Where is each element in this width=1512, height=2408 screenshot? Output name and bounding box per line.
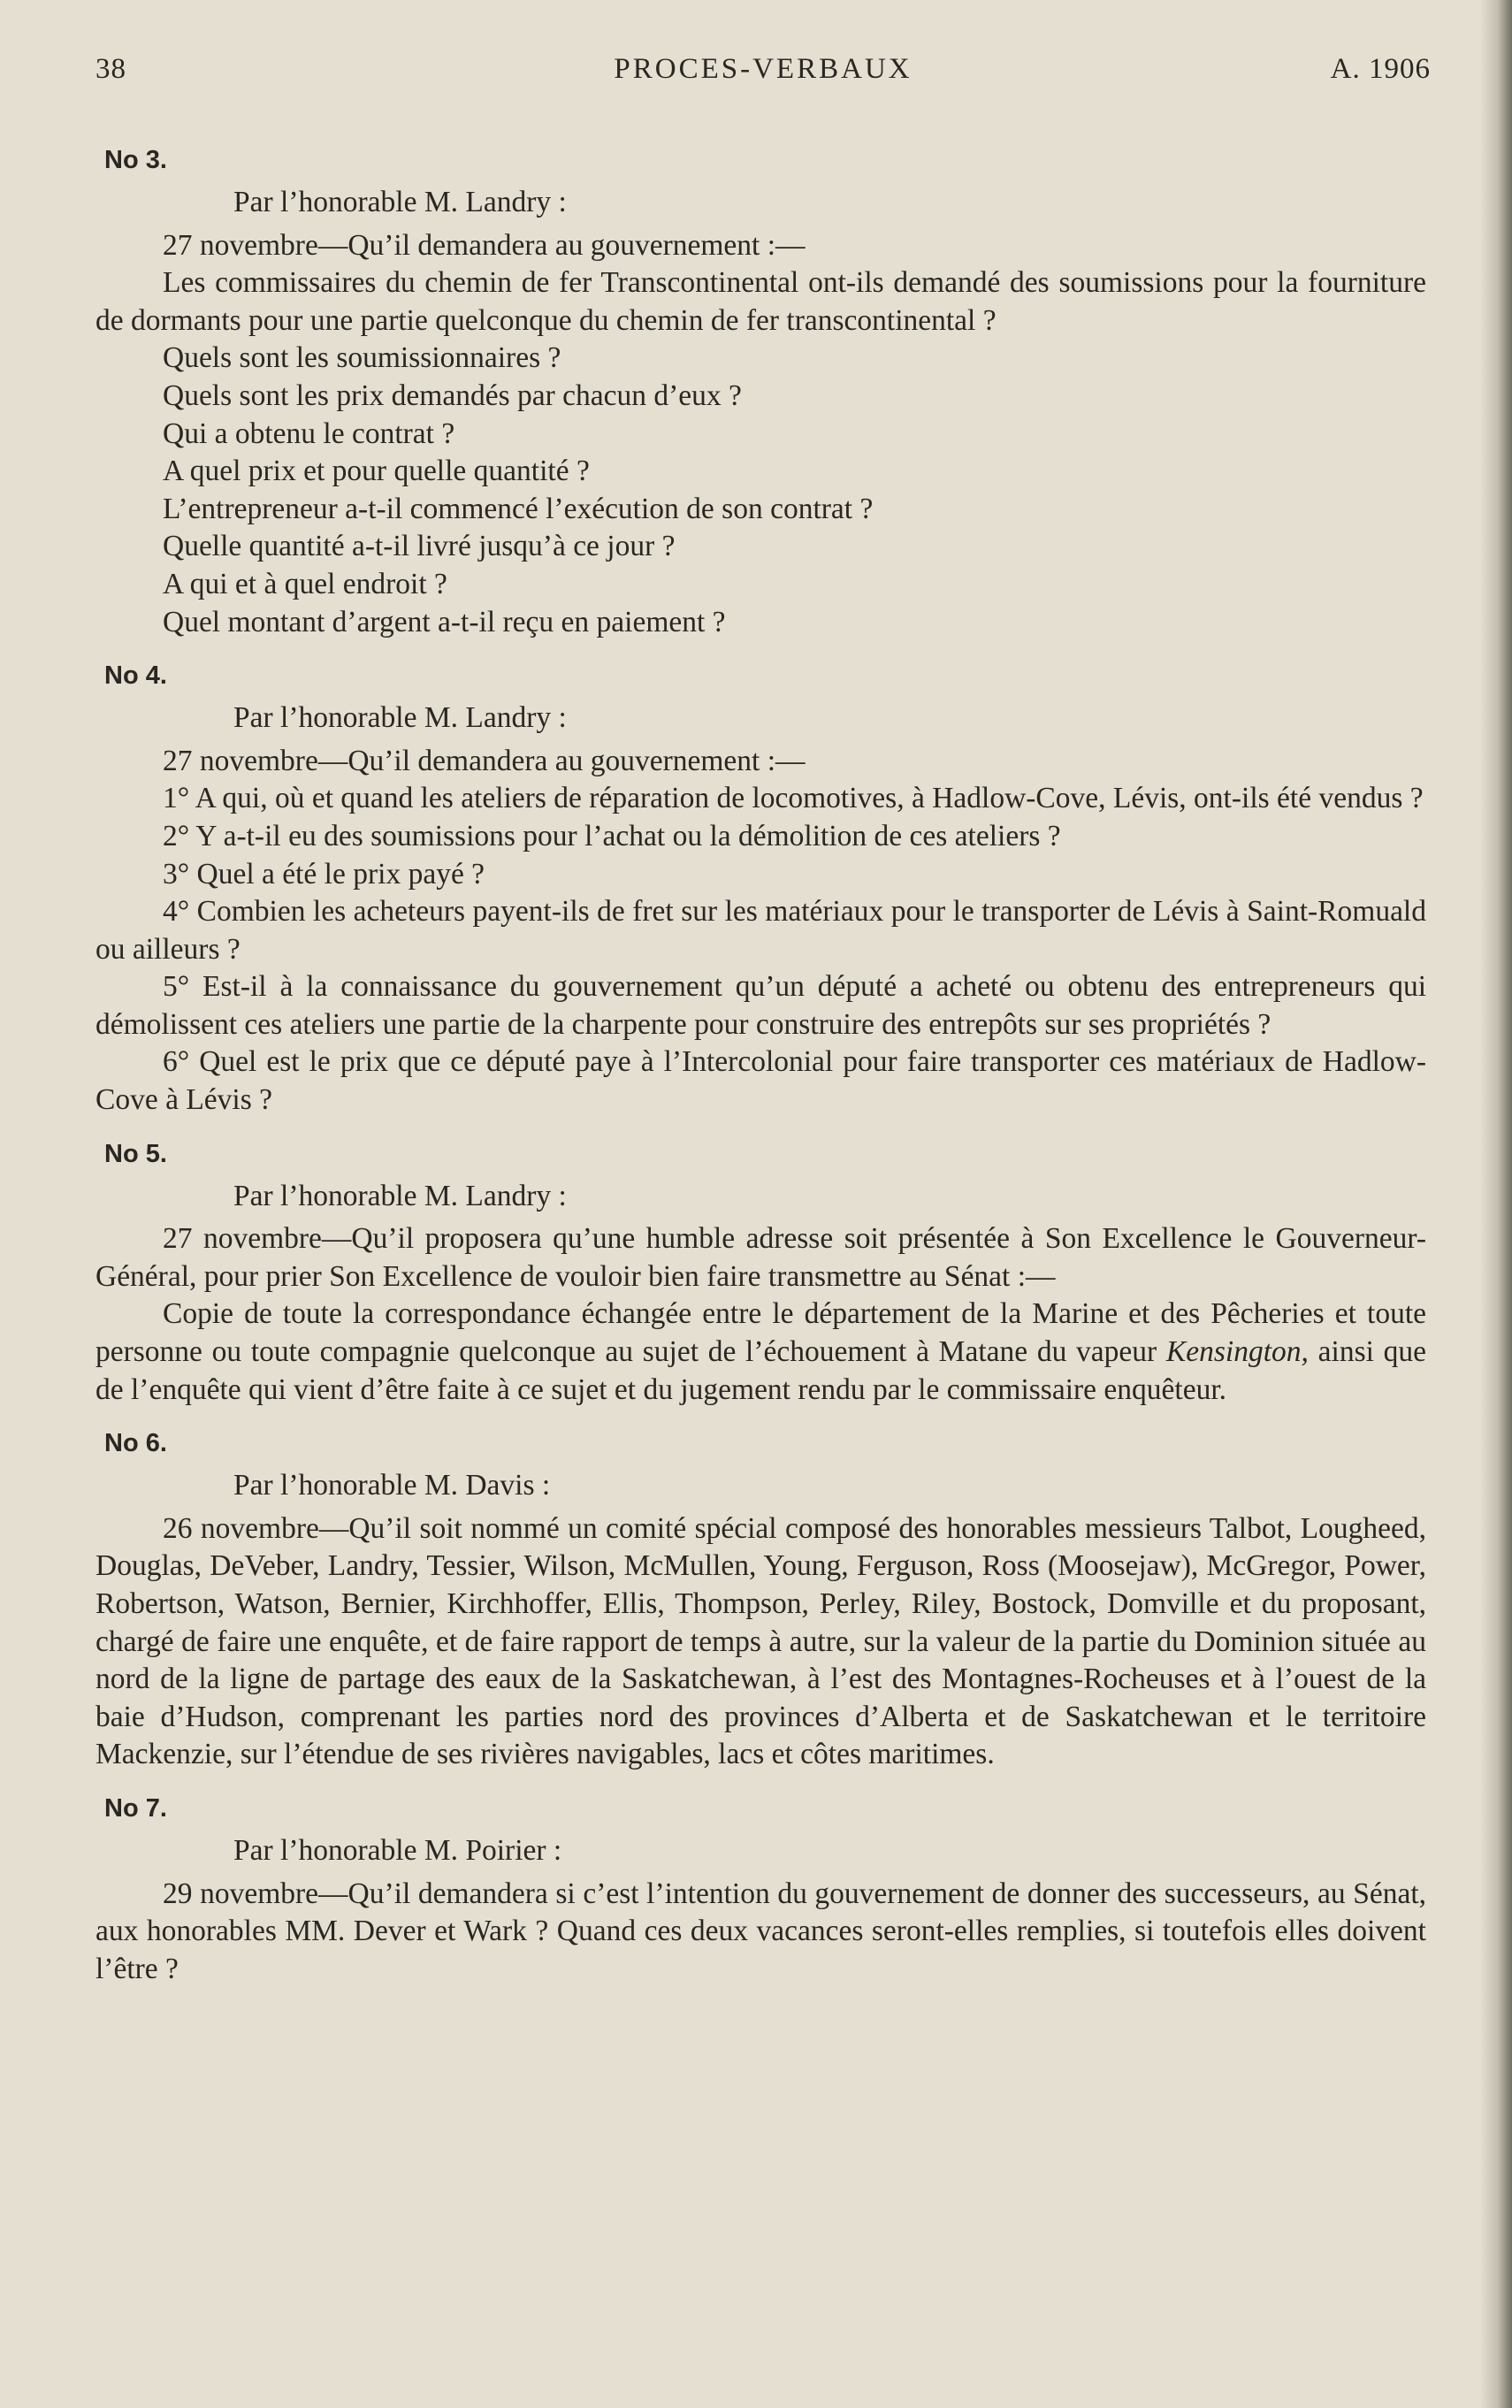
section-author: Par l’honorable M. Poirier :	[233, 1833, 562, 1867]
section-no-6	[95, 1425, 1426, 1774]
question-line: A quel prix et pour quelle quantité ?	[163, 455, 590, 488]
section-number: No 5.	[104, 1139, 167, 1168]
section-date-line: 27 novembre—Qu’il demandera au gouvernement :—	[163, 744, 806, 777]
question-line: Quels sont les soumissionnaires ?	[163, 341, 561, 375]
section-no-7	[95, 1790, 1426, 1988]
section-paragraph: 6° Quel est le prix que ce député paye à l’Intercolonial pour faire transporter ces matériaux de Hadlow-Cove à Lévis ?	[95, 1045, 1426, 1117]
running-title: PROCES-VERBAUX	[614, 53, 913, 85]
section-date-line: 29 novembre—Qu’il demandera si c’est l’intention du gouvernement de donner des successeurs, au Sénat, aux honorables MM. Dever et Wark ? Quand ces deux vacances seront-elles remplies, si toutefois elles doivent l’être ?	[95, 1877, 1426, 1985]
section-no-4	[95, 657, 1426, 1120]
section-paragraph: 3° Quel a été le prix payé ?	[163, 857, 485, 891]
section-number: No 4.	[104, 661, 167, 691]
question-line: A qui et à quel endroit ?	[163, 567, 447, 600]
page-number: 38	[95, 53, 126, 85]
section-no-5	[95, 1135, 1426, 1410]
session-year: A. 1906	[1330, 53, 1431, 85]
question-line: Quels sont les prix demandés par chacun d’eux ?	[163, 378, 742, 412]
document-body	[95, 141, 1426, 1988]
section-paragraph: 4° Combien les acheteurs payent-ils de fret sur les matériaux pour le transporter de Lévis à Saint-Romuald ou ailleurs ?	[95, 895, 1426, 966]
section-author: Par l’honorable M. Landry :	[233, 701, 567, 735]
question-line: Quel montant d’argent a-t-il reçu en paiement ?	[163, 605, 726, 638]
paragraph-text: Copie de toute la correspondance échangée entre le département de la Marine et des Pêcheries et toute personne ou toute compagnie quelconque au sujet de l’échouement à Matane du vapeur	[95, 1297, 1426, 1369]
question-line: Quelle quantité a-t-il livré jusqu’à ce jour ?	[163, 530, 676, 563]
question-line: L’entrepreneur a-t-il commencé l’exécution de son contrat ?	[163, 492, 874, 525]
section-author: Par l’honorable M. Landry :	[233, 186, 567, 218]
section-date-line: 26 novembre—Qu’il soit nommé un comité spécial composé des honorables messieurs Talbot, Lougheed, Douglas, DeVeber, Landry, Tessier, Wilson, McMullen, Young, Ferguson, Ross (Moosejaw), McGregor, Power, Robertson, Watson, Bernier, Kirchhoffer, Ellis, Thompson, Perley, Riley, Bostock, Domville et du proposant, chargé de faire une enquête, et de faire rapport de temps à autre, sur la valeur de la partie du Dominion située au nord de la ligne de partage des eaux de la Saskatchewan, à l’est des Montagnes-Rocheuses et à l’ouest de la baie d’Hudson, comprenant les parties nord des provinces d’Alberta et de Saskatchewan et le territoire Mackenzie, sur l’étendue de ses rivières navigables, lacs et côtes maritimes.	[95, 1511, 1426, 1771]
section-date-line: 27 novembre—Qu’il proposera qu’une humble adresse soit présentée à Son Excellence le Gouverneur-Général, pour prier Son Excellence de vouloir bien faire transmettre au Sénat :—	[95, 1222, 1426, 1293]
section-paragraph: 1° A qui, où et quand les ateliers de réparation de locomotives, à Hadlow-Cove, Lévis, ont-ils été vendus ?	[163, 782, 1424, 815]
section-number: No 3.	[104, 146, 167, 174]
page-edge-shadow	[1480, 0, 1512, 2408]
section-number: No 7.	[104, 1793, 167, 1823]
ship-name: Kensington,	[1165, 1335, 1309, 1369]
section-paragraph	[95, 1296, 1426, 1409]
section-date-line: 27 novembre—Qu’il demandera au gouvernement :—	[163, 228, 806, 262]
page-header	[95, 53, 1431, 99]
section-paragraph: Les commissaires du chemin de fer Transcontinental ont-ils demandé des soumissions pour la fourniture de dormants pour une partie quelconque du chemin de fer transcontinental ?	[95, 266, 1426, 337]
section-author: Par l’honorable M. Davis :	[233, 1469, 551, 1502]
section-paragraph: 5° Est-il à la connaissance du gouvernement qu’un député a acheté ou obtenu des entrepreneurs qui démolissent ces ateliers une partie de la charpente pour construire des entrepôts sur ses propriétés ?	[95, 970, 1426, 1041]
section-author: Par l’honorable M. Landry :	[233, 1179, 567, 1212]
question-line: Qui a obtenu le contrat ?	[163, 417, 455, 450]
section-paragraph: 2° Y a-t-il eu des soumissions pour l’achat ou la démolition de ces ateliers ?	[163, 819, 1061, 852]
section-no-3	[95, 141, 1426, 641]
paragraph-text: ainsi que de l’enquête qui vient d’être faite à ce sujet et du jugement rendu par le commissaire enquêteur.	[95, 1335, 1426, 1406]
section-number: No 6.	[104, 1429, 167, 1458]
